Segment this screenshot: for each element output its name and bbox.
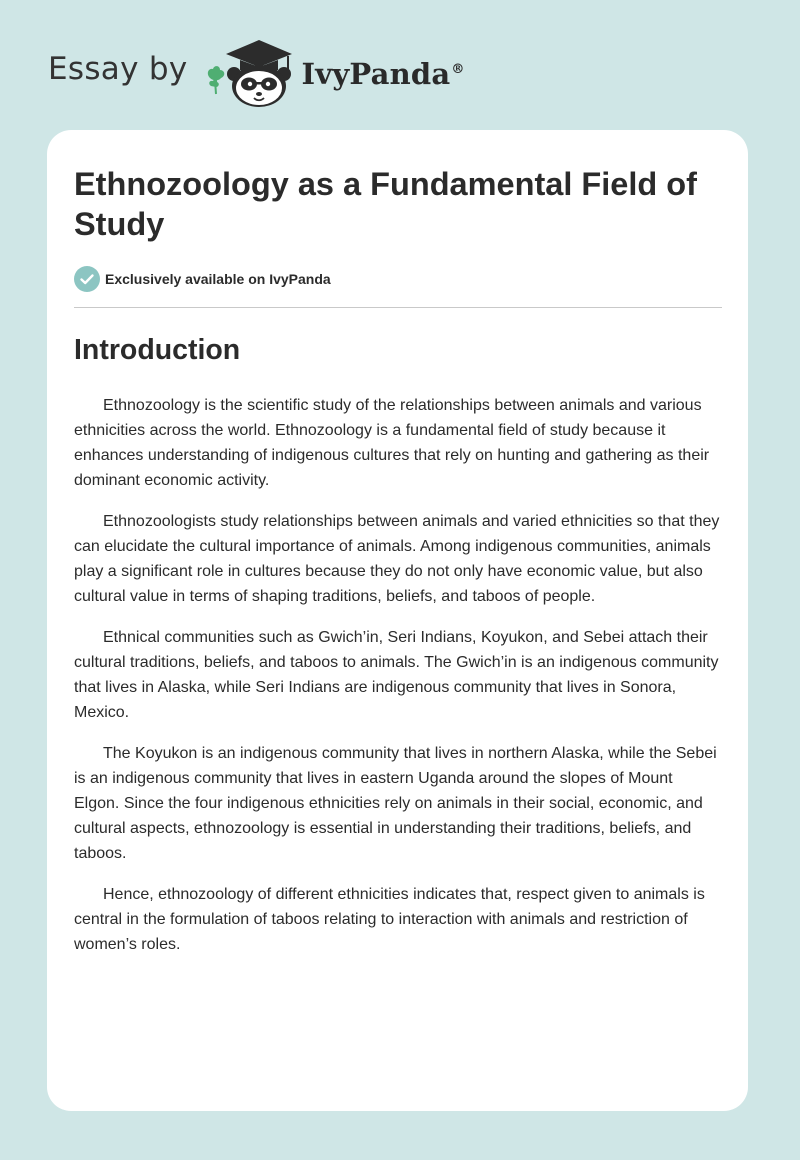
paragraph: Ethnical communities such as Gwich’in, Seri Indians, Koyukon, and Sebei attach their cultural traditions, beliefs, and taboos to animals. The Gwich’in is an indigenous community that lives in Alaska, while Seri Indians are indigenous community that lives in Sonora, Mexico. (74, 629, 719, 721)
paragraph: Hence, ethnozoology of different ethnicities indicates that, respect given to animals is central in the formulation of taboos relating to interaction with animals and restriction of women’s roles. (74, 886, 705, 953)
paragraph: Ethnozoologists study relationships between animals and varied ethnicities so that they can elucidate the cultural importance of animals. Among indigenous communities, animals play a significant role in cultures because they do not only have economic value, but also cultural value in terms of shaping traditions, beliefs, and taboos of people. (74, 513, 720, 605)
divider (74, 307, 722, 308)
brand-wordmark: IvyPanda (301, 57, 451, 91)
ivypanda-logo-icon[interactable] (204, 34, 300, 110)
essay-body (74, 393, 722, 957)
paragraph: Ethnozoology is the scientific study of the relationships between animals and various ethnicities across the world. Ethnozoology is a fundamental field of study because it enhances understanding of indigenous cultures that rely on hunting and gathering as their dominant economic activity. (74, 397, 710, 489)
registered-mark: ® (451, 62, 465, 78)
brand-name (302, 57, 465, 91)
check-circle-icon (74, 266, 100, 292)
essay-card (47, 130, 748, 1111)
page-title: Ethnozoology as a Fundamental Field of Study (74, 166, 697, 242)
site-header (48, 34, 465, 110)
section-heading-introduction: Introduction (74, 334, 241, 366)
exclusive-badge (74, 265, 722, 293)
essay-by-label: Essay by (48, 51, 188, 87)
paragraph: The Koyukon is an indigenous community that lives in northern Alaska, while the Sebei is an indigenous community that lives in eastern Uganda around the slopes of Mount Elgon. Since the four indigenous ethnicities rely on animals in their social, economic, and cultural aspects, ethnozoology is essential in understanding their traditions, beliefs, and taboos. (74, 745, 717, 862)
badge-label: Exclusively available on IvyPanda (105, 271, 331, 287)
